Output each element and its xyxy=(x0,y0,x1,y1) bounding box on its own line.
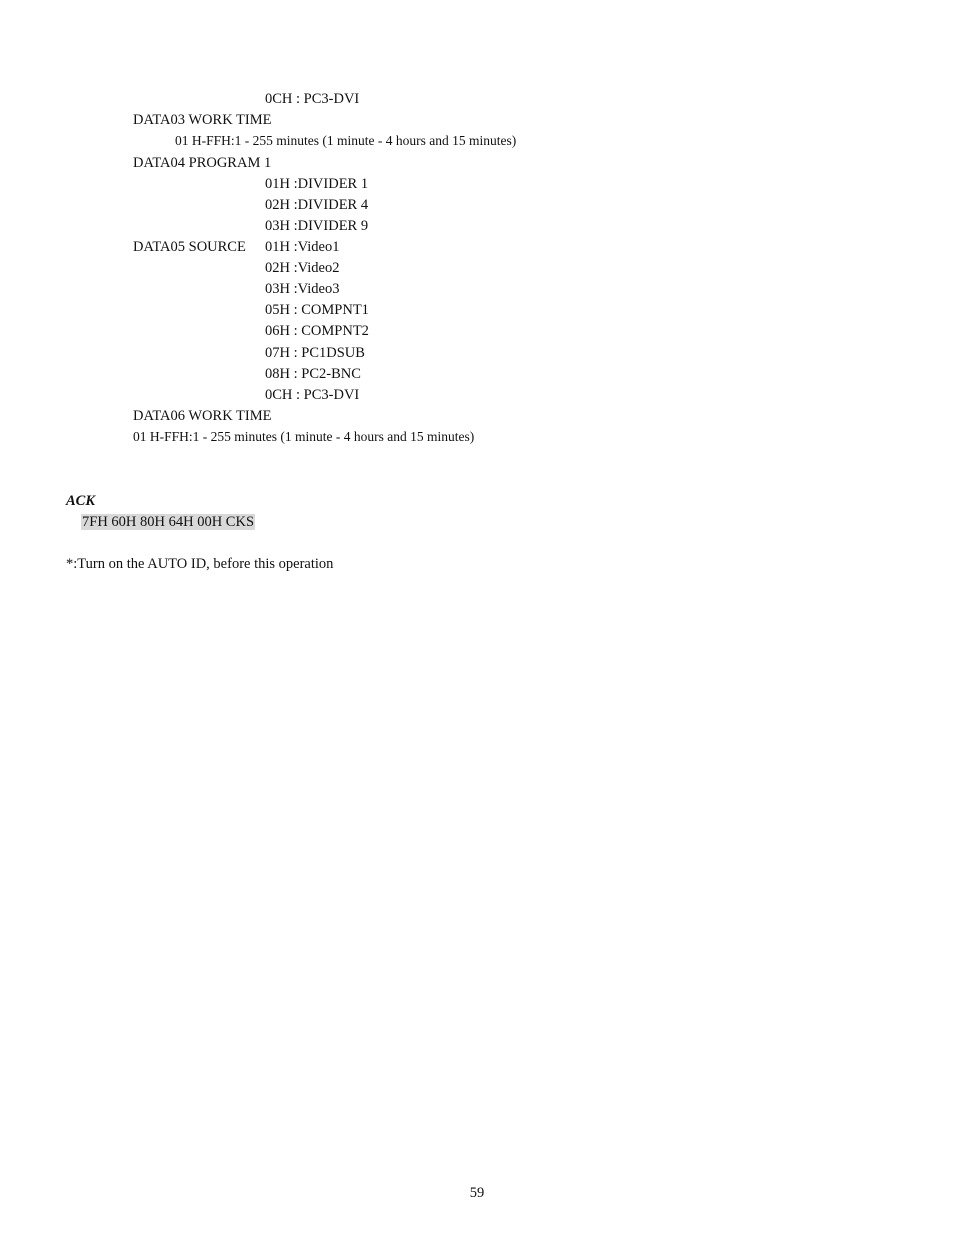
ack-code: 7FH 60H 80H 64H 00H CKS xyxy=(82,514,255,530)
data05-item: 01H :Video1 xyxy=(265,239,340,255)
ack-code-wrapper xyxy=(81,513,255,531)
data04-item: 01H :DIVIDER 1 xyxy=(265,176,369,192)
data06-description: 01 H-FFH:1 - 255 minutes (1 minute - 4 hours and 15 minutes) xyxy=(133,429,475,444)
page-number: 59 xyxy=(469,1185,485,1201)
data04-item: 03H :DIVIDER 9 xyxy=(265,218,369,234)
data05-item: 03H :Video3 xyxy=(265,281,340,297)
data04-item: 02H :DIVIDER 4 xyxy=(265,197,369,213)
data05-item: 08H : PC2-BNC xyxy=(265,366,361,382)
data03-title: DATA03 WORK TIME xyxy=(133,112,272,128)
ack-heading: ACK xyxy=(66,493,96,509)
data05-title: DATA05 SOURCE xyxy=(133,239,246,255)
data05-item: 0CH : PC3-DVI xyxy=(265,387,360,403)
data03-description: 01 H-FFH:1 - 255 minutes (1 minute - 4 hours and 15 minutes) xyxy=(175,133,517,148)
data05-item: 06H : COMPNT2 xyxy=(265,323,369,339)
prev-source-item: 0CH : PC3-DVI xyxy=(265,91,360,107)
data05-item: 07H : PC1DSUB xyxy=(265,345,365,361)
data05-item: 02H :Video2 xyxy=(265,260,340,276)
data05-item: 05H : COMPNT1 xyxy=(265,302,369,318)
data06-title: DATA06 WORK TIME xyxy=(133,408,272,424)
note-text: *:Turn on the AUTO ID, before this operation xyxy=(66,556,334,572)
data04-title: DATA04 PROGRAM 1 xyxy=(133,155,272,171)
